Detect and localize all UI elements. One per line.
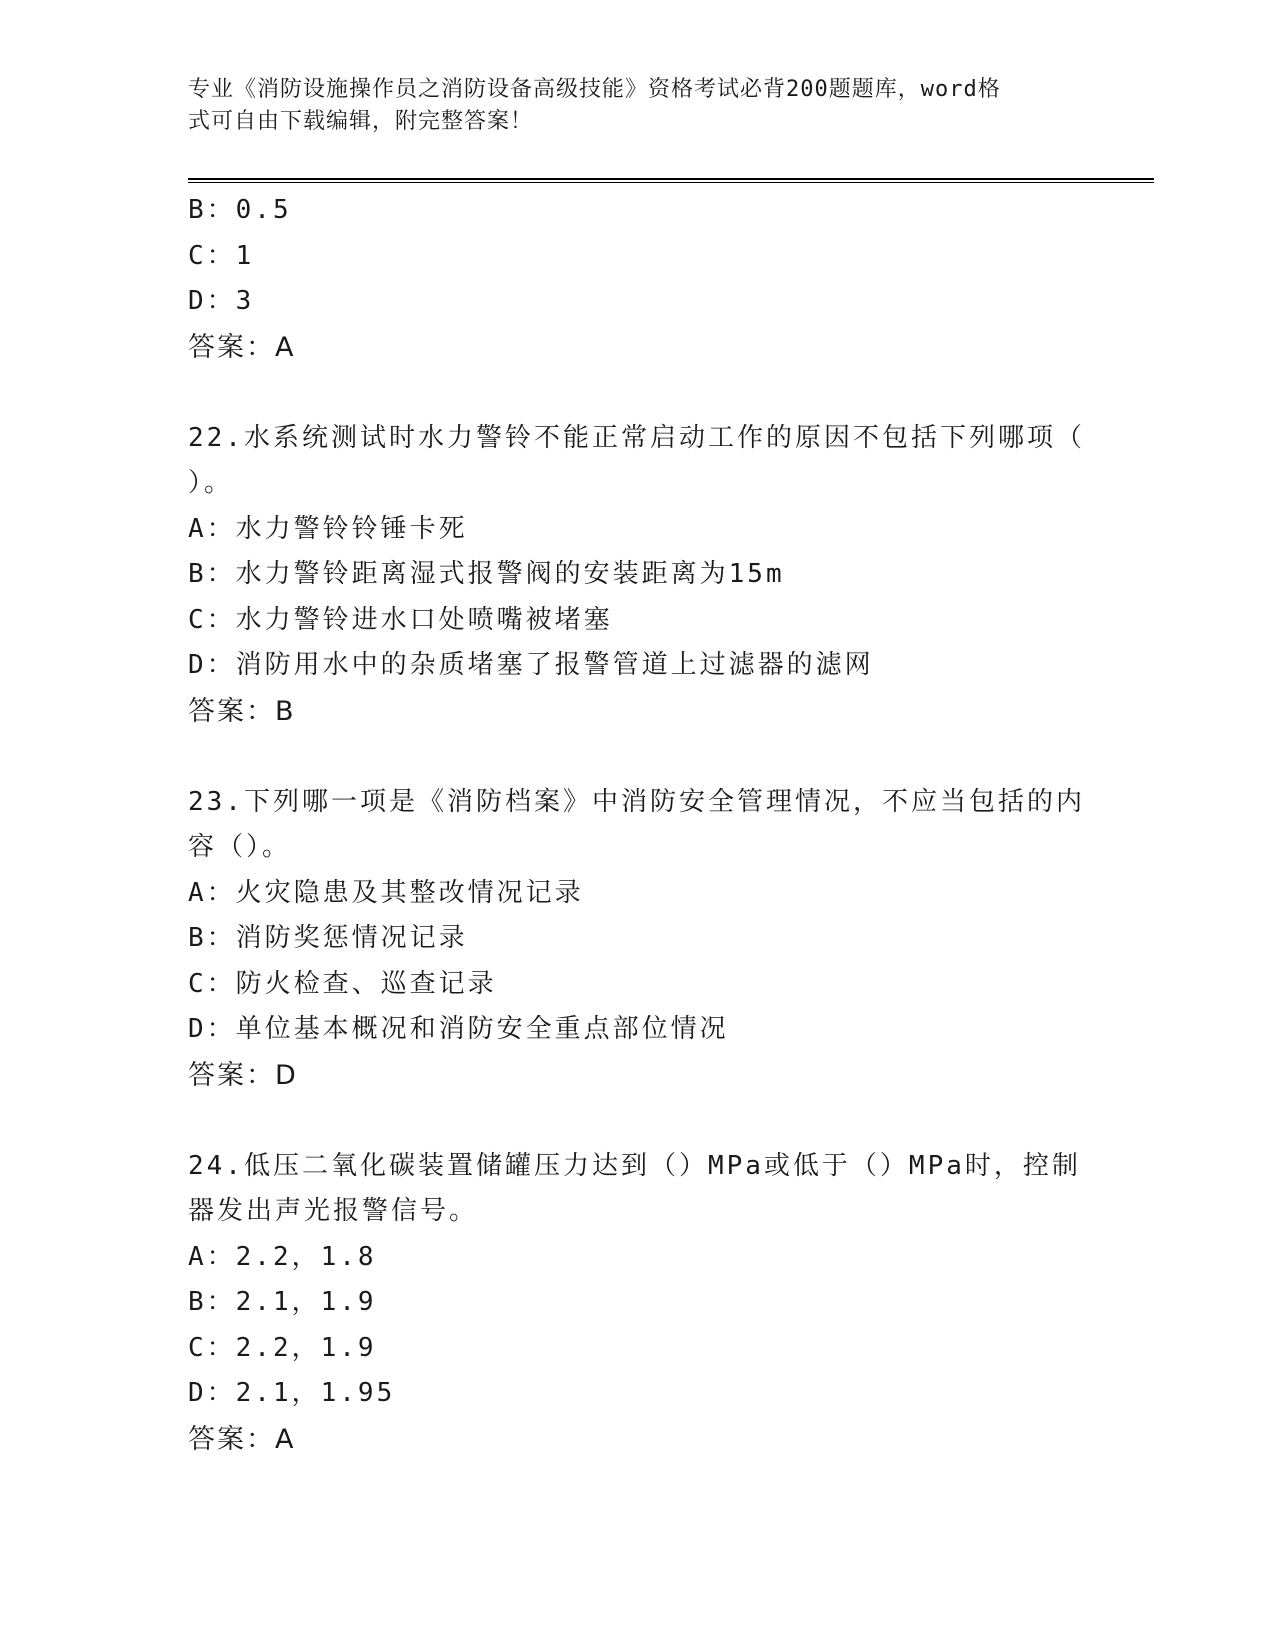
option-b: B：消防奖惩情况记录 (188, 923, 468, 953)
option-d: D：2.1，1.95 (188, 1378, 396, 1408)
option-a: A：2.2，1.8 (188, 1241, 377, 1272)
document-header (188, 74, 1068, 138)
answer-line: 答案：B (188, 695, 296, 727)
option-c: C：2.2，1.9 (188, 1332, 377, 1363)
question-stem-line: 器发出声光报警信号。 (188, 1196, 479, 1226)
option-c: C：1 (188, 240, 255, 271)
question-stem-line: 容（）。 (188, 832, 292, 862)
header-line-1: 专业《消防设施操作员之消防设备高级技能》资格考试必背200题题库，word格 (188, 77, 1001, 102)
option-c: C：水力警铃进水口处喷嘴被堵塞 (188, 604, 613, 635)
question-stem-line: ）。 (188, 468, 234, 498)
option-a: A：水力警铃铃锤卡死 (188, 513, 468, 544)
option-a: A：火灾隐患及其整改情况记录 (188, 877, 584, 908)
option-b: B：水力警铃距离湿式报警阀的安装距离为15m (188, 559, 785, 589)
option-c: C：防火检查、巡查记录 (188, 968, 497, 999)
header-rule-thick (188, 178, 1154, 180)
spacer (188, 370, 1088, 416)
question-stem-line: 23.下列哪一项是《消防档案》中消防安全管理情况，不应当包括的内 (188, 786, 1085, 817)
spacer (188, 1098, 1088, 1144)
question-24 (188, 1144, 1088, 1463)
answer-line: 答案：D (188, 1059, 298, 1091)
option-d: D：3 (188, 286, 255, 316)
question-content (188, 188, 1088, 1462)
spacer (188, 734, 1088, 780)
option-b: B：2.1，1.9 (188, 1287, 377, 1317)
answer-line: 答案：A (188, 1423, 296, 1455)
option-d: D：单位基本概况和消防安全重点部位情况 (188, 1014, 729, 1044)
header-line-2: 式可自由下载编辑，附完整答案！ (188, 109, 534, 134)
question-stem-line: 22.水系统测试时水力警铃不能正常启动工作的原因不包括下列哪项（ (188, 422, 1085, 453)
question-22 (188, 416, 1088, 735)
previous-question-tail (188, 188, 1088, 370)
option-b: B：0.5 (188, 195, 292, 225)
answer-line: 答案：A (188, 331, 296, 363)
header-rule-thin (188, 182, 1154, 183)
option-d: D：消防用水中的杂质堵塞了报警管道上过滤器的滤网 (188, 650, 874, 680)
question-stem-line: 24.低压二氧化碳装置储罐压力达到（）MPa或低于（）MPa时，控制 (188, 1150, 1081, 1181)
question-23 (188, 780, 1088, 1099)
